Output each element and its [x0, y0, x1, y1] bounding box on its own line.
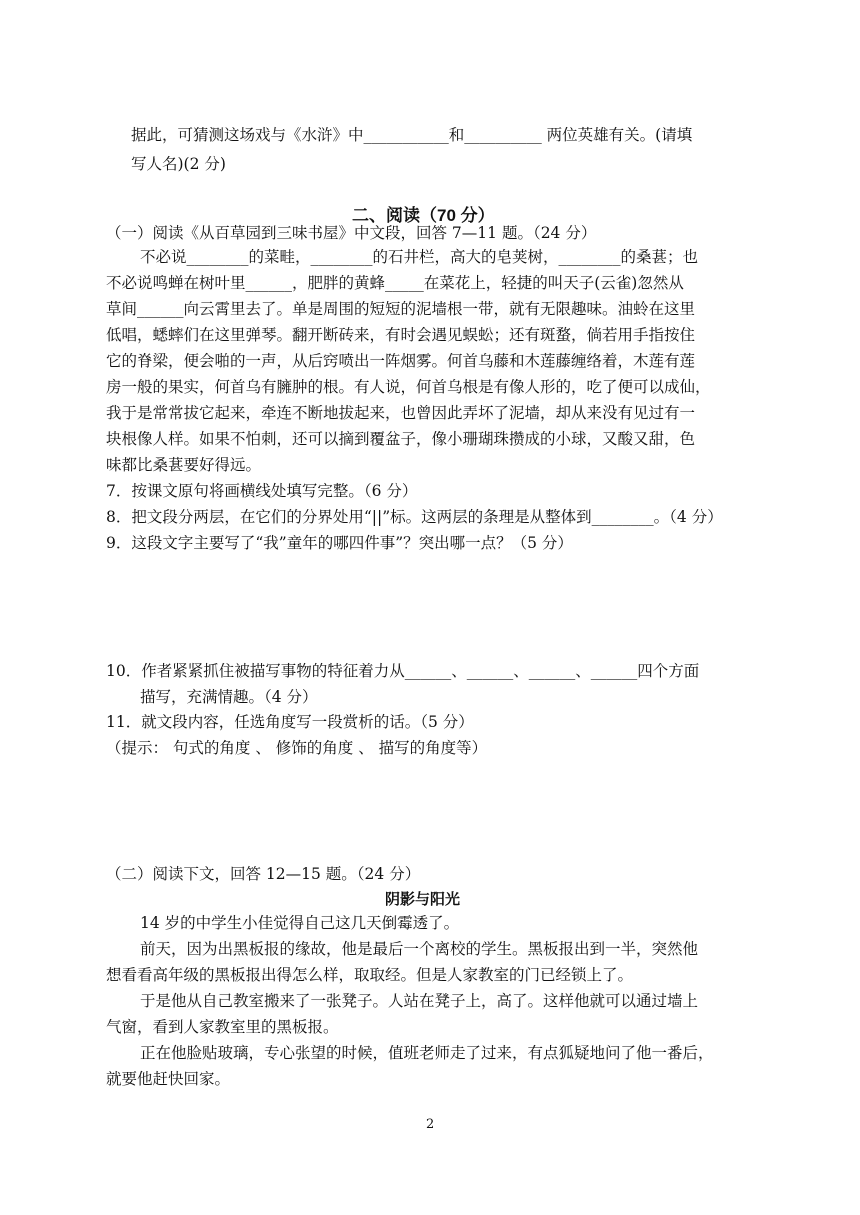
passage1-line-3: 草间______向云霄里去了。单是周围的短短的泥墙根一带，就有无限趣味。油蛉在这里 [106, 300, 696, 318]
passage1-line-4: 低唱，蟋蟀们在这里弹琴。翻开断砖来，有时会遇见蜈蚣；还有斑蝥，倘若用手指按住 [106, 326, 696, 344]
hint: （提示： 句式的角度 、 修饰的角度 、 描写的角度等） [106, 739, 488, 757]
section-title: 二、阅读（70 分） [352, 206, 495, 225]
passage1-line-5: 它的脊梁，便会啪的一声，从后窍喷出一阵烟雾。何首乌藤和木莲藤缠络着，木莲有莲 [106, 352, 696, 370]
intro-line-1: 据此，可猜测这场戏与《水浒》中___________和__________ 两位英雄有关。(请填 [131, 126, 693, 144]
question-7: 7．按课文原句将画横线处填写完整。（6 分） [106, 482, 418, 500]
passage1-line-8: 块根像人样。如果不怕刺，还可以摘到覆盆子，像小珊瑚珠攒成的小球，又酸又甜，色 [106, 430, 696, 448]
story-line-1: 14 岁的中学生小佳觉得自己这几天倒霉透了。 [140, 914, 460, 932]
story-title: 阴影与阳光 [385, 891, 461, 908]
question-8: 8．把文段分两层，在它们的分界处用“||”标。这两层的条理是从整体到________。（4 分） [106, 508, 723, 526]
story-line-3: 想看看高年级的黑板报出得怎么样，取取经。但是人家教室的门已经锁上了。 [106, 966, 634, 984]
question-10-line-1: 10．作者紧紧抓住被描写事物的特征着力从______、______、______、______四个方面 [106, 662, 700, 680]
question-9: 9．这段文字主要写了“我”童年的哪四件事”？突出哪一点？（5 分） [106, 534, 573, 552]
part1-header: （一）阅读《从百草园到三味书屋》中文段，回答 7—11 题。（24 分） [106, 224, 597, 242]
story-line-7: 就要他赶快回家。 [106, 1070, 231, 1088]
story-line-5: 气窗，看到人家教室里的黑板报。 [106, 1018, 339, 1036]
story-line-4: 于是他从自己教室搬来了一张凳子。人站在凳子上，高了。这样他就可以通过墙上 [140, 992, 699, 1010]
passage1-line-7: 我于是常常拔它起来，牵连不断地拔起来，也曾因此弄坏了泥墙，却从来没有见过有一 [106, 404, 696, 422]
passage1-line-1: 不必说________的菜畦，________的石井栏，高大的皂荚树，________的桑葚；也 [140, 248, 699, 266]
story-line-6: 正在他脸贴玻璃，专心张望的时候，值班老师走了过来，有点狐疑地问了他一番后， [140, 1044, 714, 1062]
question-10-line-2: 描写，充满情趣。（4 分） [140, 688, 318, 706]
question-11: 11．就文段内容，任选角度写一段赏析的话。（5 分） [106, 713, 474, 731]
passage1-line-6: 房一般的果实，何首乌有臃肿的根。有人说，何首乌根是有像人形的，吃了便可以成仙， [106, 378, 711, 396]
part2-header: （二）阅读下文，回答 12—15 题。（24 分） [106, 865, 421, 883]
intro-line-2: 写人名)(2 分) [131, 155, 226, 173]
page-number: 2 [426, 1117, 435, 1132]
passage1-line-9: 味都比桑葚要好得远。 [106, 456, 262, 474]
passage1-line-2: 不必说鸣蝉在树叶里______，肥胖的黄蜂_____在菜花上，轻捷的叫天子(云雀)忽然从 [106, 274, 684, 292]
story-line-2: 前天，因为出黑板报的缘故，他是最后一个离校的学生。黑板报出到一半，突然他 [140, 940, 699, 958]
